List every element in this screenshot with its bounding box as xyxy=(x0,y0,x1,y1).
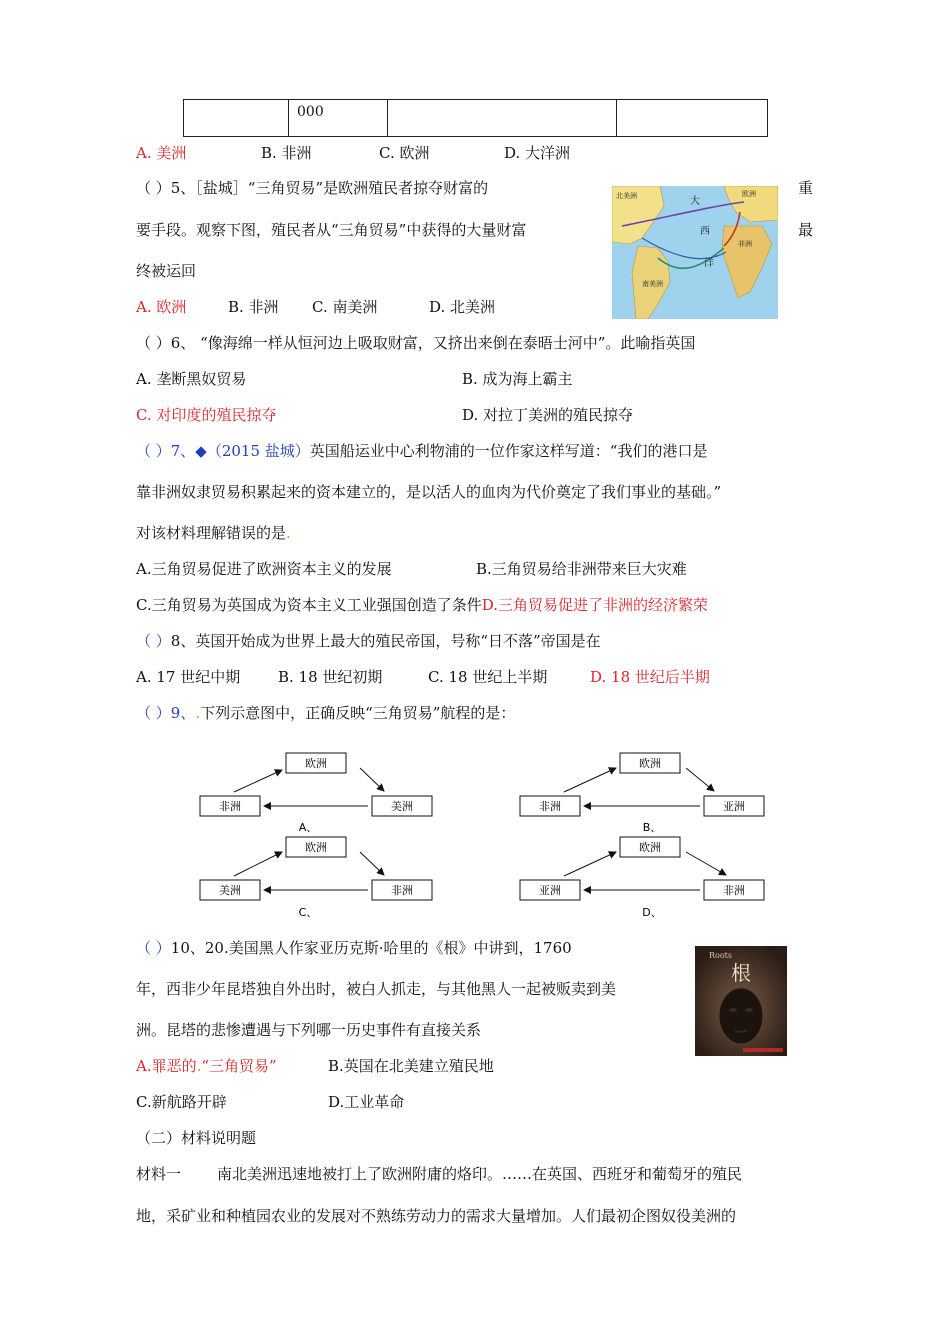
q9-stem: 下列示意图中，正确反映“三角贸易”航程的是： xyxy=(200,704,516,722)
diagram-c-top: 欧洲 xyxy=(305,841,327,854)
q8-paren: （ ） xyxy=(136,632,171,650)
q5-stem-tail1: 重 xyxy=(798,179,814,197)
q4-option-a: A. 美洲 xyxy=(136,144,187,162)
diagram-a xyxy=(200,753,432,834)
q10-option-c: C.新航路开辟 xyxy=(136,1093,227,1111)
q9-diagrams xyxy=(190,748,790,928)
q5-stem-line3: 终被运回 xyxy=(136,262,197,280)
material1-label: 材料一 xyxy=(136,1165,182,1183)
q7-stem-line1: 英国船运业中心利物浦的一位作家这样写道：“我们的港口是 xyxy=(309,442,708,460)
table-cell xyxy=(388,100,617,137)
q5-stem-line2: 要手段。观察下图，殖民者从“三角贸易”中获得的大量财富 xyxy=(136,221,527,239)
q4-option-c: C. 欧洲 xyxy=(379,144,430,162)
q7-option-b: B.三角贸易给非洲带来巨大灾难 xyxy=(476,560,687,578)
diagram-b-left: 非洲 xyxy=(539,800,561,813)
q8-stem: 8、英国开始成为世界上最大的殖民帝国，号称“日不落”帝国是在 xyxy=(170,632,601,650)
q5-option-a: A. 欧洲 xyxy=(136,298,187,316)
q10-stem-line2: 年，西非少年昆塔独自外出时，被白人抓走，与其他黑人一起被贩卖到美 xyxy=(136,980,617,998)
map-label-africa: 非洲 xyxy=(738,240,752,248)
q9-paren: （ ）9、 xyxy=(136,704,196,722)
diagram-d-left: 亚洲 xyxy=(539,884,561,897)
material1-line2: 地，采矿业和种植园农业的发展对不熟练劳动力的需求大量增加。人们最初企图奴役美洲的 xyxy=(136,1207,737,1225)
map-label-europe: 欧洲 xyxy=(742,190,756,198)
map-label-atlantic-2: 西 xyxy=(700,226,710,237)
map-label-atlantic-3: 洋 xyxy=(704,258,714,269)
q10-stem-line1: 10、20.美国黑人作家亚历克斯·哈里的《根》中讲到，1760 xyxy=(170,939,572,957)
answer-table xyxy=(183,99,768,137)
diagram-b xyxy=(520,753,764,834)
q5-option-b: B. 非洲 xyxy=(228,298,279,316)
diagram-d xyxy=(520,837,764,919)
diagram-a-top: 欧洲 xyxy=(305,757,327,770)
q10-option-d: D.工业革命 xyxy=(328,1093,405,1111)
triangle-trade-map xyxy=(612,186,778,319)
diagram-c-label: C、 xyxy=(298,906,318,919)
material1-line1: 南北美洲迅速地被打上了欧洲附庸的烙印。……在英国、西班牙和葡萄牙的殖民 xyxy=(217,1165,743,1183)
q5-option-d: D. 北美洲 xyxy=(429,298,496,316)
q5-stem-line1: （ ）5、［盐城］“三角贸易”是欧洲殖民者掠夺财富的 xyxy=(136,179,489,197)
q7-stem-line3: 对该材料理解错误的是 xyxy=(136,524,287,542)
diagram-a-left: 非洲 xyxy=(219,800,241,813)
diagram-b-top: 欧洲 xyxy=(639,757,661,770)
q6-stem: （ ）6、 “像海绵一样从恒河边上吸取财富，又挤出来倒在泰晤士河中”。此喻指英国 xyxy=(136,334,696,352)
diagram-d-right: 非洲 xyxy=(723,884,745,897)
diagram-c-right: 非洲 xyxy=(391,884,413,897)
q7-option-d: D.三角贸易促进了非洲的经济繁荣 xyxy=(481,596,708,614)
table-cell xyxy=(617,100,768,137)
q8-option-d: D. 18 世纪后半期 xyxy=(590,668,710,686)
map-label-atlantic-1: 大 xyxy=(690,196,700,207)
q5-stem-tail2: 最 xyxy=(798,221,814,239)
q5-option-c: C. 南美洲 xyxy=(312,298,378,316)
q4-option-d: D. 大洋洲 xyxy=(504,144,571,162)
diagram-a-label: A、 xyxy=(298,821,318,834)
table-cell: 000 xyxy=(289,100,388,137)
q7-option-c: C.三角贸易为英国成为资本主义工业强国创造了条件 xyxy=(136,596,482,614)
q8-option-b: B. 18 世纪初期 xyxy=(278,668,383,686)
q6-option-d: D. 对拉丁美洲的殖民掠夺 xyxy=(462,406,634,424)
book-small-title: Roots xyxy=(709,951,732,960)
section2-heading: （二）材料说明题 xyxy=(136,1129,257,1147)
q10-option-b: B.英国在北美建立殖民地 xyxy=(328,1057,494,1075)
q10-paren: （ ） xyxy=(136,939,171,957)
diagram-d-top: 欧洲 xyxy=(639,841,661,854)
map-label-north-america: 北美洲 xyxy=(616,192,637,200)
roots-book-cover xyxy=(695,946,787,1056)
q10-stem-line3: 洲。昆塔的悲惨遭遇与下列哪一历史事件有直接关系 xyxy=(136,1021,482,1039)
q4-option-b: B. 非洲 xyxy=(261,144,312,162)
q6-option-b: B. 成为海上霸主 xyxy=(462,370,573,388)
diagram-c xyxy=(200,837,432,919)
q8-option-a: A. 17 世纪中期 xyxy=(136,668,241,686)
q10-option-a-part1: A.罪恶的 xyxy=(136,1057,197,1075)
q7-paren: （ ）7、◆（2015 盐城） xyxy=(136,442,310,460)
diagram-b-label: B、 xyxy=(642,821,662,834)
q9-dot: . xyxy=(195,704,201,722)
q7-stem-dot: . xyxy=(286,524,291,542)
diagram-b-right: 亚洲 xyxy=(723,800,745,813)
diagram-d-label: D、 xyxy=(642,906,662,919)
q10-option-a-dot: . xyxy=(196,1057,202,1075)
q7-option-a: A.三角贸易促进了欧洲资本主义的发展 xyxy=(136,560,392,578)
book-title: 根 xyxy=(731,961,751,985)
diagram-a-right: 美洲 xyxy=(391,800,413,813)
map-label-south-america: 南美洲 xyxy=(642,280,663,288)
q8-option-c: C. 18 世纪上半期 xyxy=(428,668,548,686)
q10-option-a-part2: “三角贸易” xyxy=(201,1057,277,1075)
q7-stem-line2: 靠非洲奴隶贸易积累起来的资本建立的，是以活人的血肉为代价奠定了我们事业的基础。” xyxy=(136,483,722,501)
q6-option-c: C. 对印度的殖民掠夺 xyxy=(136,406,277,424)
q6-option-a: A. 垄断黑奴贸易 xyxy=(136,370,247,388)
diagram-c-left: 美洲 xyxy=(219,884,241,897)
table-cell xyxy=(184,100,289,137)
